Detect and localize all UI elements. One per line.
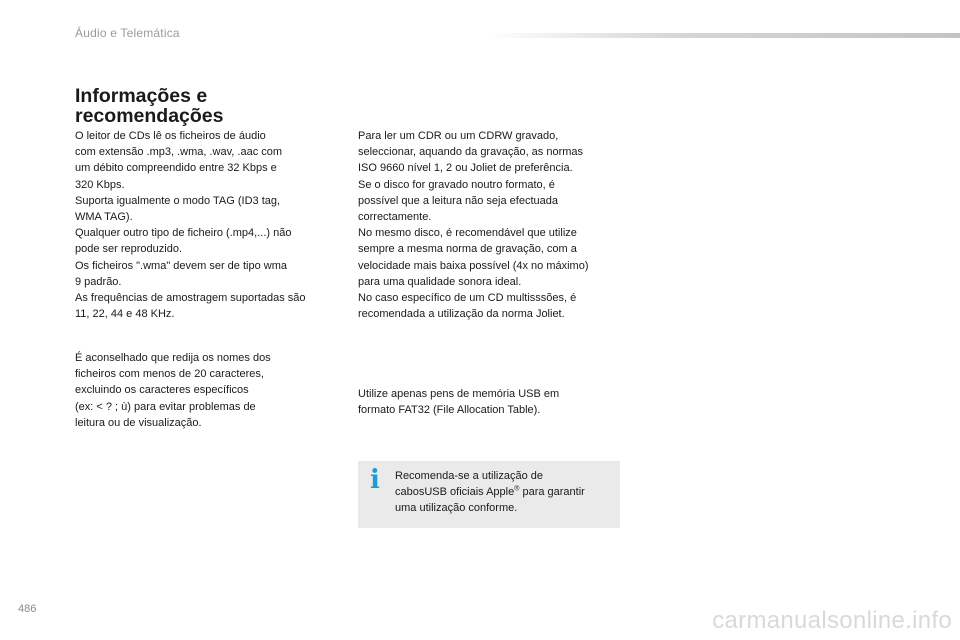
registered-mark: ®	[514, 485, 520, 493]
note-line-2-start: cabosUSB oficiais Apple	[395, 486, 515, 498]
info-note-box	[358, 461, 620, 528]
note-line-2-end: para garantir	[519, 486, 585, 498]
audio-formats-paragraph: O leitor de CDs lê os ficheiros de áudio com extensão .mp3, .wma, .wav, .aac com um débito compreendido entre 32 Kbps e 320 Kbps. Suporta igualmente o modo TAG (ID3 tag, WMA TAG). Qualquer outro tipo de ficheiro (.mp4,...) não pode ser reproduzido. Os ficheiros ".wma" devem ser de tipo wma 9 padrão. As frequências de amostragem suportadas são 11, 22, 44 e 48 KHz.	[75, 130, 306, 321]
page-number: 486	[18, 603, 37, 615]
note-line-3: uma utilização conforme.	[395, 502, 518, 514]
chapter-title: Áudio e Telemática	[75, 26, 180, 40]
info-icon: i	[370, 465, 380, 495]
note-line-1: Recomenda-se a utilização de	[395, 470, 543, 482]
section-title: Informações e recomendações	[75, 85, 224, 127]
cd-burning-paragraph: Para ler um CDR ou um CDRW gravado, seleccionar, aquando da gravação, as normas ISO 9660 nível 1, 2 ou Joliet de preferência. Se o disco for gravado noutro formato, é possível que a leitura não seja efectuada correctamente. No mesmo disco, é recomendável que utilize sempre a mesma norma de gravação, com a velocidade mais baixa possível (4x no máximo) para uma qualidade sonora ideal. No caso específico de um CD multisssões, é recomendada a utilização da norma Joliet.	[358, 130, 589, 321]
note-line-2	[395, 484, 617, 500]
header-divider	[485, 33, 960, 38]
usb-format-paragraph: Utilize apenas pens de memória USB em formato FAT32 (File Allocation Table).	[358, 388, 560, 417]
watermark: carmanualsonline.info	[712, 607, 952, 634]
file-naming-paragraph: É aconselhado que redija os nomes dos ficheiros com menos de 20 caracteres, excluindo os caracteres específicos (ex: < ? ; ù) para evitar problemas de leitura ou de visualização.	[75, 352, 271, 429]
info-note-text	[395, 468, 617, 516]
